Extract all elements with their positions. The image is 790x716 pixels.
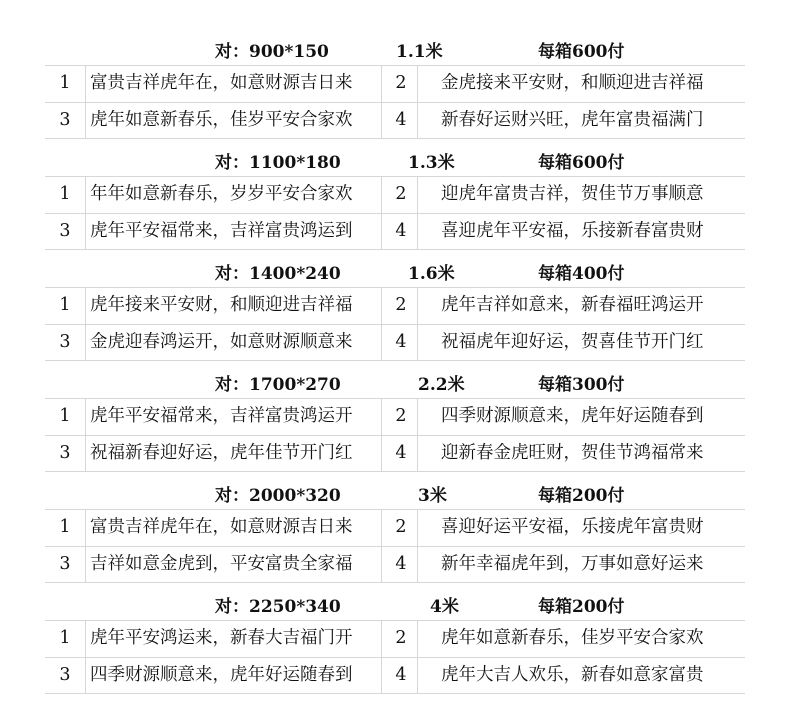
couplet-text: 虎年如意新春乐，佳岁平安合家欢: [441, 628, 704, 648]
item-number: 2: [395, 406, 407, 426]
couplet-text: 虎年平安鸿运来，新春大吉福门开: [90, 628, 353, 648]
couplet-text: 虎年平安福常来，吉祥富贵鸿运到: [90, 221, 353, 241]
couplet-text: 虎年接来平安财，和顺迎进吉祥福: [90, 295, 353, 315]
item-number: 2: [395, 517, 407, 537]
item-number: 3: [59, 554, 71, 574]
per-box-label: 每箱200付: [538, 486, 625, 506]
item-number: 2: [395, 628, 407, 648]
item-number: 4: [395, 110, 407, 130]
item-number: 4: [395, 221, 407, 241]
item-number: 2: [395, 295, 407, 315]
section-header: [0, 472, 790, 509]
per-box-label: 每箱600付: [538, 42, 625, 62]
section-header: [0, 139, 790, 176]
item-number: 2: [395, 184, 407, 204]
couplet-text: 吉祥如意金虎到，平安富贵全家福: [90, 554, 353, 574]
section-header: [0, 361, 790, 398]
couplet-text: 富贵吉祥虎年在，如意财源吉日来: [90, 517, 353, 537]
item-number: 1: [59, 184, 71, 204]
couplet-text: 新年幸福虎年到，万事如意好运来: [441, 554, 704, 574]
couplet-text: 虎年大吉人欢乐，新春如意家富贵: [441, 665, 704, 685]
size-section: [0, 472, 790, 583]
item-number: 1: [59, 406, 71, 426]
item-number: 3: [59, 443, 71, 463]
couplet-text: 祝福虎年迎好运，贺喜佳节开门红: [441, 332, 704, 352]
item-number: 3: [59, 332, 71, 352]
item-number: 4: [395, 554, 407, 574]
length-label: 4米: [430, 597, 459, 617]
section-header: [0, 250, 790, 287]
length-label: 1.1米: [396, 42, 443, 62]
length-label: 1.3米: [408, 153, 455, 173]
size-section: [0, 28, 790, 139]
item-number: 1: [59, 517, 71, 537]
item-number: 1: [59, 628, 71, 648]
couplet-text: 迎虎年富贵吉祥，贺佳节万事顺意: [441, 184, 704, 204]
size-section: [0, 250, 790, 361]
size-section: [0, 139, 790, 250]
item-number: 2: [395, 73, 407, 93]
size-label: 对：2000*320: [215, 486, 341, 506]
size-section: [0, 361, 790, 472]
couplet-text: 金虎接来平安财，和顺迎进吉祥福: [441, 73, 704, 93]
per-box-label: 每箱600付: [538, 153, 625, 173]
couplet-text: 新春好运财兴旺，虎年富贵福满门: [441, 110, 704, 130]
size-label: 对：900*150: [215, 42, 329, 62]
size-label: 对：1400*240: [215, 264, 341, 284]
couplet-text: 四季财源顺意来，虎年好运随春到: [90, 665, 353, 685]
couplet-price-sheet: [0, 28, 790, 694]
couplet-text: 喜迎好运平安福，乐接虎年富贵财: [441, 517, 704, 537]
couplet-text: 虎年平安福常来，吉祥富贵鸿运开: [90, 406, 353, 426]
couplet-text: 迎新春金虎旺财，贺佳节鸿福常来: [441, 443, 704, 463]
couplet-text: 虎年吉祥如意来，新春福旺鸿运开: [441, 295, 704, 315]
length-label: 3米: [418, 486, 447, 506]
couplet-text: 富贵吉祥虎年在，如意财源吉日来: [90, 73, 353, 93]
couplet-text: 喜迎虎年平安福，乐接新春富贵财: [441, 221, 704, 241]
item-number: 3: [59, 110, 71, 130]
per-box-label: 每箱400付: [538, 264, 625, 284]
couplet-text: 虎年如意新春乐，佳岁平安合家欢: [90, 110, 353, 130]
size-label: 对：1100*180: [215, 153, 341, 173]
item-number: 1: [59, 73, 71, 93]
couplet-text: 四季财源顺意来，虎年好运随春到: [441, 406, 704, 426]
couplet-text: 年年如意新春乐，岁岁平安合家欢: [90, 184, 353, 204]
item-number: 4: [395, 443, 407, 463]
item-number: 3: [59, 221, 71, 241]
size-label: 对：2250*340: [215, 597, 341, 617]
length-label: 1.6米: [408, 264, 455, 284]
size-label: 对：1700*270: [215, 375, 341, 395]
item-number: 4: [395, 665, 407, 685]
per-box-label: 每箱300付: [538, 375, 625, 395]
per-box-label: 每箱200付: [538, 597, 625, 617]
section-header: [0, 28, 790, 65]
length-label: 2.2米: [418, 375, 465, 395]
section-header: [0, 583, 790, 620]
item-number: 4: [395, 332, 407, 352]
couplet-text: 金虎迎春鸿运开，如意财源顺意来: [90, 332, 353, 352]
item-number: 3: [59, 665, 71, 685]
couplet-text: 祝福新春迎好运，虎年佳节开门红: [90, 443, 353, 463]
item-number: 1: [59, 295, 71, 315]
size-section: [0, 583, 790, 694]
